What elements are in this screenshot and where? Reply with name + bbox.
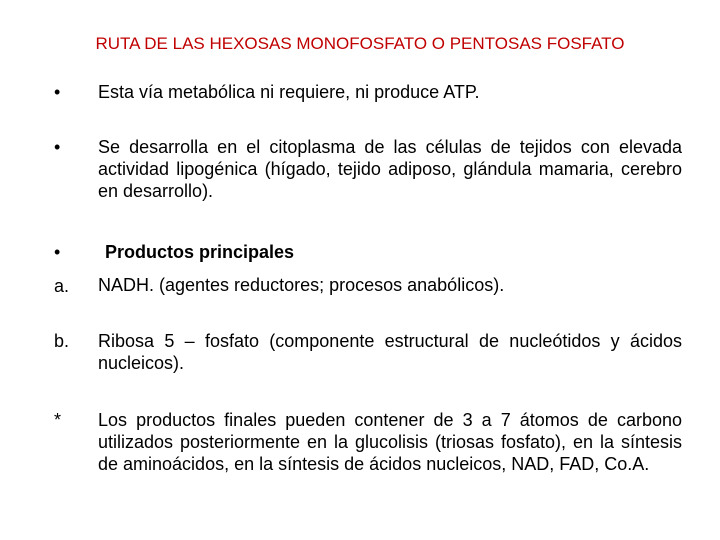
list-marker-b: b.	[54, 331, 70, 351]
bullet-marker: •	[54, 137, 61, 157]
bullet-marker: •	[54, 82, 61, 102]
list-item: NADH. (agentes reductores; procesos anabólicos).	[98, 275, 505, 295]
list-marker-asterisk: *	[54, 410, 62, 430]
list-item: Los productos finales pueden contener de 3 a 7 átomos de carbono utilizados posteriormente en la glucolisis (triosas fosfato), en la síntesis de aminoácidos, en la síntesis de ácidos nucleicos, NAD, FAD, Co.A.	[98, 410, 682, 474]
list-item: Ribosa 5 – fosfato (componente estructural de nucleótidos y ácidos nucleicos).	[98, 331, 682, 373]
slide-title: RUTA DE LAS HEXOSAS MONOFOSFATO O PENTOSAS FOSFATO	[95, 34, 625, 53]
bullet-marker: •	[54, 242, 61, 262]
section-heading: Productos principales	[105, 242, 295, 262]
list-item: Esta vía metabólica ni requiere, ni produce ATP.	[98, 82, 480, 102]
list-marker-a: a.	[54, 276, 70, 296]
list-item: Se desarrolla en el citoplasma de las células de tejidos con elevada actividad lipogénica (hígado, tejido adiposo, glándula mamaria, cerebro en desarrollo).	[98, 137, 682, 201]
